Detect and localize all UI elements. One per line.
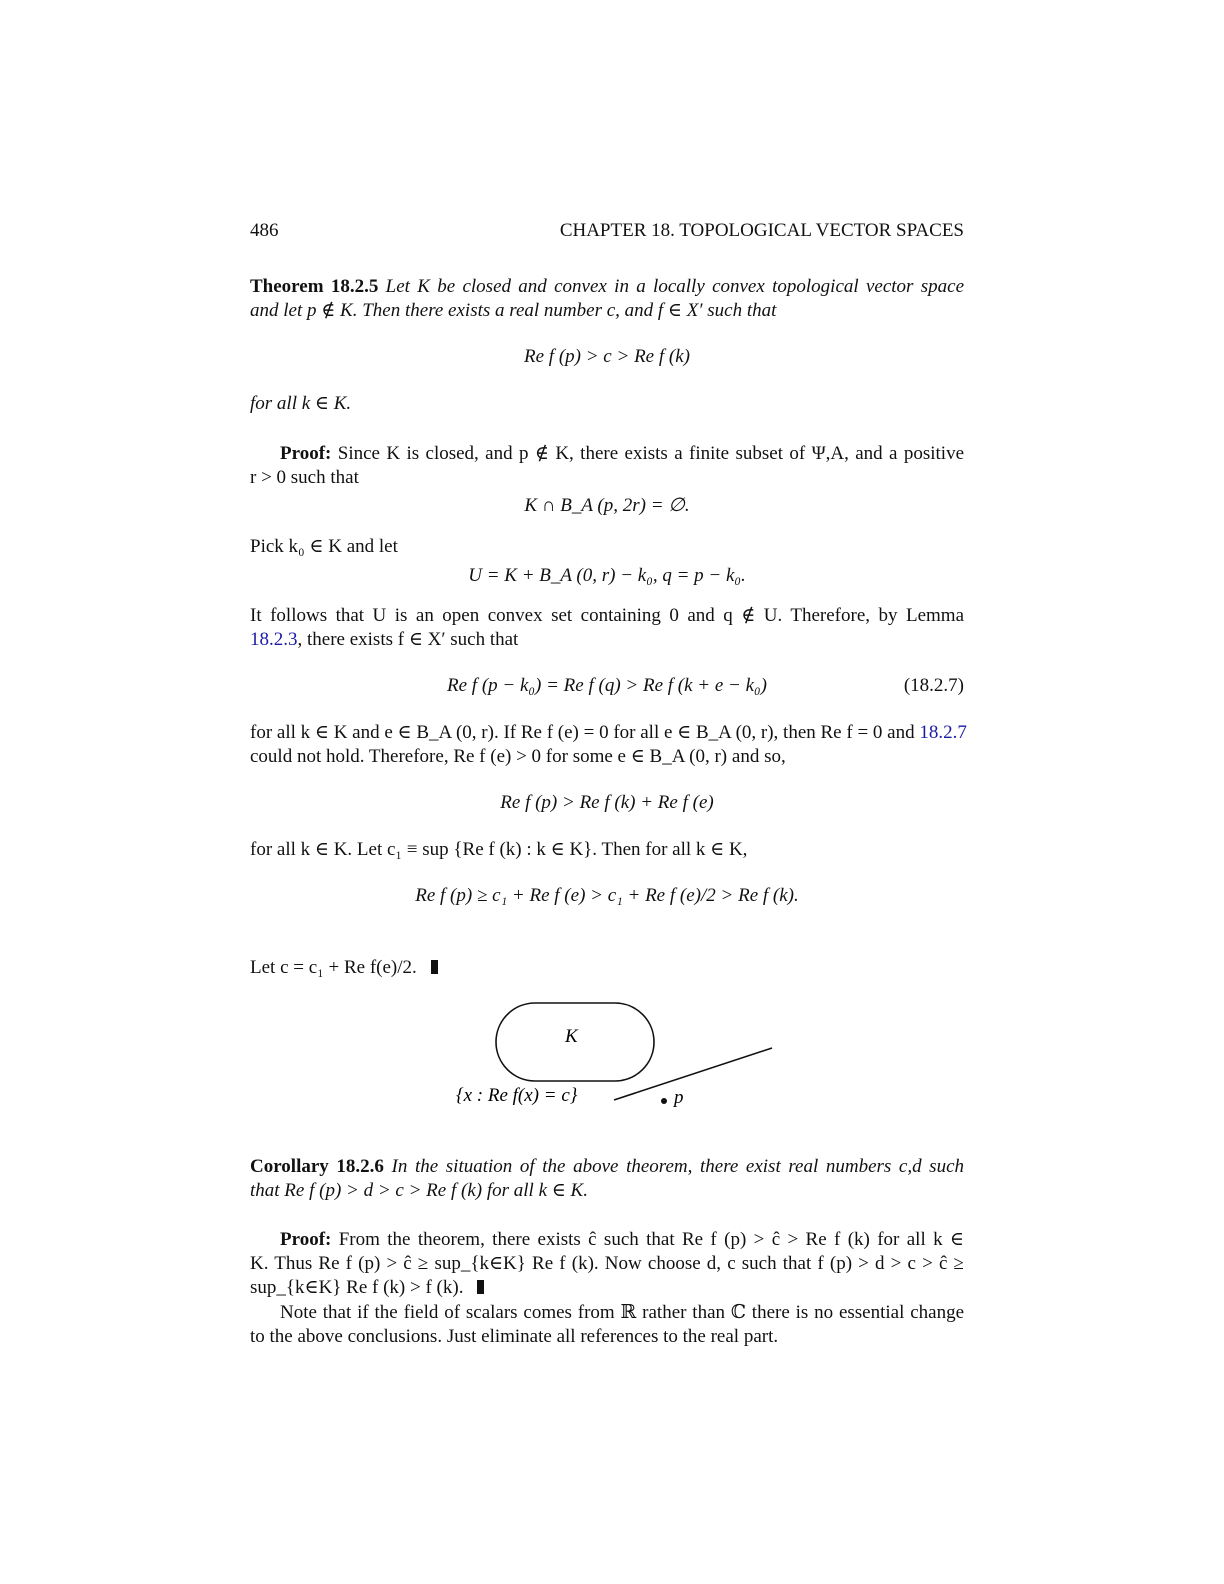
corollary-label: Corollary 18.2.6 bbox=[250, 1156, 384, 1177]
theorem-statement-1: Let K be closed and convex in a locally convex topological vector space bbox=[385, 276, 965, 297]
equation-ball-empty: K ∩ B_A (p, 2r) = ∅. bbox=[524, 495, 690, 516]
corollary-line-2: that Re f (p) > d > c > Re f (k) for all k ∈ K. bbox=[250, 1180, 588, 1201]
theorem-display-equation: Re f (p) > c > Re f (k) bbox=[524, 346, 690, 367]
pick-k0-line: Pick k₀ ∈ K and let bbox=[250, 536, 398, 557]
corollary-line-1: Corollary 18.2.6 In the situation of the above theorem, there exist real numbers c,d such bbox=[250, 1156, 965, 1177]
equation-U-definition: U = K + B_A (0, r) − k₀, q = p − k₀. bbox=[468, 565, 746, 586]
point-p-dot bbox=[661, 1098, 667, 1104]
proof-line-6: could not hold. Therefore, Re f (e) > 0 for some e ∈ B_A (0, r) and so, bbox=[250, 746, 786, 767]
equation-number: (18.2.7) bbox=[903, 675, 964, 696]
qed-mark-2 bbox=[477, 1280, 484, 1294]
chapter-title: CHAPTER 18. TOPOLOGICAL VECTOR SPACES bbox=[559, 220, 964, 241]
equation-c1-bound: Re f (p) ≥ c₁ + Re f (e) > c₁ + Re f (e)/2 > Re f (k). bbox=[415, 885, 799, 906]
page bbox=[250, 0, 967, 1584]
proof-line-1: Proof: Since K is closed, and p ∉ K, there exists a finite subset of Ψ,A, and a positive bbox=[280, 443, 964, 464]
theorem-conclusion: for all k ∈ K. bbox=[250, 393, 352, 414]
point-p-label: p bbox=[674, 1087, 684, 1108]
proof-line-5: for all k ∈ K and e ∈ B_A (0, r). If Re f (e) = 0 for all e ∈ B_A (0, r), then Re f = 0 and 18.2.7 bbox=[250, 722, 967, 743]
proof-label: Proof: bbox=[280, 443, 332, 464]
proof-line-7: for all k ∈ K. Let c₁ ≡ sup {Re f (k) : k ∈ K}. Then for all k ∈ K, bbox=[250, 839, 748, 860]
note-line-2: to the above conclusions. Just eliminate all references to the real part. bbox=[250, 1326, 779, 1347]
equation-18-2-7: Re f (p − k₀) = Re f (q) > Re f (k + e − k₀) (18.2.7) bbox=[447, 675, 964, 696]
corollary-proof-line-3: sup_{k∈K} Re f (k) > f (k). bbox=[250, 1276, 964, 1300]
proof-line-2: r > 0 such that bbox=[250, 467, 359, 488]
equation-reference-link[interactable]: 18.2.7 bbox=[919, 722, 967, 743]
theorem-statement-2: and let p ∉ K. Then there exists a real number c, and f ∈ X′ such that bbox=[250, 300, 777, 321]
running-head bbox=[250, 220, 964, 242]
corollary-proof-label: Proof: bbox=[280, 1229, 332, 1250]
equation-refp-inequality: Re f (p) > Re f (k) + Re f (e) bbox=[500, 792, 714, 813]
hyperplane-label: {x : Re f(x) = c} bbox=[456, 1085, 578, 1106]
lemma-reference-link[interactable]: 18.2.3 bbox=[250, 629, 298, 650]
theorem-label: Theorem 18.2.5 bbox=[250, 276, 379, 297]
proof-line-3: It follows that U is an open convex set containing 0 and q ∉ U. Therefore, by Lemma bbox=[250, 605, 964, 626]
separation-figure bbox=[440, 995, 840, 1115]
proof-line-4: 18.2.3, there exists f ∈ X′ such that bbox=[250, 629, 519, 650]
qed-mark bbox=[431, 960, 438, 974]
let-c-line: Let c = c₁ + Re f(e)/2. bbox=[250, 956, 964, 980]
note-line-1: Note that if the field of scalars comes from ℝ rather than ℂ there is no essential change bbox=[280, 1302, 964, 1323]
corollary-proof-line-1: Proof: From the theorem, there exists ĉ such that Re f (p) > ĉ > Re f (k) for all k ∈ bbox=[280, 1229, 964, 1250]
theorem-line-2 bbox=[250, 299, 964, 323]
page-number: 486 bbox=[250, 220, 279, 241]
corollary-proof-line-2: K. Thus Re f (p) > ĉ ≥ sup_{k∈K} Re f (k). Now choose d, c such that f (p) > d > c > ĉ ≥ bbox=[250, 1253, 964, 1274]
set-K-label: K bbox=[565, 1026, 578, 1047]
theorem-line-1 bbox=[250, 275, 964, 299]
